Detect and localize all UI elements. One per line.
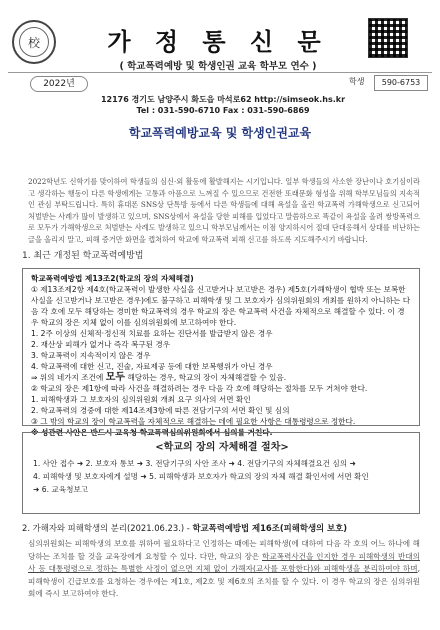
section-2-prefix: 2. 가해자와 피해학생의 분리(2021.06.23.) -	[22, 523, 193, 533]
section-2-text-a: 심의위원회는 피해학생의 보호를 위하여 필요하다고 인정하는 때에는 피해학생(에 대하여 다음 각 호의 어느 하나에 해당하는 조치를 할 것을 교육장에게 요청할 수 있다. 다만, 학교의 장은	[28, 539, 420, 561]
seal-text: 校	[19, 27, 49, 57]
law-item-3: 3. 학교폭력이 지속적이지 않은 경우	[31, 351, 151, 360]
law-clause-2-item-2: 2. 학교폭력의 경중에 대한 제14조제3항에 따른 전담기구의 서면 확인 및 심의	[31, 406, 290, 415]
section-2-text-underlined: 학교폭력사건을 인지한 경우 피해학생의 반대의사 등 대통령령으로 정하는 특별한 사정이 없으면 지체 없이 가해자(교사를 포함한다)와 피해학생을 분리하여야 하며	[28, 551, 420, 573]
procedure-title: <학교의 장의 자체해결 절차>	[155, 442, 289, 453]
school-address	[78, 94, 368, 116]
headline: 학교폭력예방교육 및 학생인권교육	[128, 126, 312, 140]
issue-number: 590-6753	[374, 75, 428, 91]
law-clause-2-item-1: 1. 피해학생과 그 보호자의 심의위원회 개최 요구 의사의 서면 확인	[31, 395, 251, 404]
section-2-text-c: , 피해학생이 긴급보호를 요청하는 경우에는 제1호, 제2호 및 제6호의 조치를 할 수 있다. 이 경우 학교의 장은 심의위원회에 즉시 보고하여야 한다.	[28, 564, 420, 598]
section-2-heading	[22, 522, 432, 534]
law-summary-c: 해당하는 경우, 학교의 장이 자체해결할 수 있음.	[125, 373, 287, 382]
law-clause-1: ① 제13조제2항 제4호(학교폭력이 발생한 사실을 신고받거나 보고받은 경우) 제5호(가해학생이 협박 또는 보복한 사실을 신고받거나 보고받은 경우)에도 불구하고 피해학생 및 그 보호자가 심의위원회의 개최를 원하지 아니하는 다음 각 호에 모두 해당하는 경미한 학교폭력의 경우 학교의 장은 학교폭력 사건을 자체적으로 해결할 수 있다. 이 경우 학교의 장은 지체 없이 이를 심의위원회에 보고하여야 한다.	[31, 285, 411, 327]
section-2-law-ref: 학교폭력예방법 제16조(피해학생의 보호)	[192, 523, 348, 533]
address-line-1: 12176 경기도 남양주시 화도읍 마석로62 http://simseok.hs.kr	[100, 95, 346, 104]
newsletter-title: 가 정 통 신 문	[107, 28, 329, 56]
year-badge: 2022년	[30, 76, 88, 92]
procedure-step-line-2: 4. 피해학생 및 보호자에게 설명 ➜ 5. 피해학생과 보호자가 학교의 장의 자체 해결 확인서에 서면 확인	[33, 472, 369, 481]
procedure-box	[22, 432, 420, 514]
law-summary	[31, 372, 411, 383]
law-summary-emphasis: 모두	[105, 372, 126, 383]
law-item-1: 1. 2주 이상의 신체적·정신적 치료를 요하는 진단서를 발급받지 않은 경우	[31, 329, 273, 338]
law-clause-3: ③ 그 밖의 학교의 장이 학교폭력을 자체적으로 해결하는 데에 필요한 사항은 대통령령으로 정한다.	[31, 417, 356, 426]
law-title: 학교폭력예방법 제13조2(학교의 장의 자체해결)	[31, 274, 194, 283]
law-clause-2: ② 학교의 장은 제1항에 따라 사건을 해결하려는 경우 다음 각 호에 해당하는 절차를 모두 거쳐야 한다.	[31, 384, 368, 393]
law-warning: ※ 성관련 사안은 반드시 교육청 학교폭력심의위원회에서 심의를 거친다.	[31, 428, 273, 437]
masthead	[8, 8, 432, 120]
intro-paragraph: 2022학년도 신학기를 맞이하여 학생들의 심신·외 활동에 활발해지는 시기입니다. 일부 학생들의 사소한 장난이나 호기심이라고 생각하는 행동이 다른 학생에게는 고통과 아픔으로 느껴질 수 있으므로 건전한 또래문화 형성을 위해 학부모님들의 지속적인 관심 부탁드립니다. 특히 휴대폰 SNS상 단톡방 등에서 다른 학생들에 대해 욕설을 올린 학교폭력 가해학생으로 신고되어 처벌받는 사례가 많이 발생하고 있으며, SNS상에서 욕설을 당한 피해를 입었다고 말씀하으로 똑같이 욕설을 올려 쌍방폭력으로 모두가 가해학생으로 처벌받는 사례도 발생하고 있으니 학부모님께서는 이점 양지하시어 절대 단대응해서 상대를 비난하는 글을 올리지 말고, 피해 증거만 화면을 캡쳐하여 학교에 학교폭력 피해 신고를 하도록 지도해주시기 바랍니다.	[28, 177, 420, 244]
newsletter-subtitle: ( 학교폭력예방 및 학생인권 교육 학부모 연수 )	[119, 61, 317, 72]
qr-code-icon	[368, 18, 408, 58]
law-item-2: 2. 재산상 피해가 없거나 즉각 복구된 경우	[31, 340, 171, 349]
issue-label: 학생	[349, 77, 365, 86]
section-2-paragraph	[28, 538, 420, 601]
meta-row	[8, 72, 432, 94]
school-seal-icon	[12, 20, 56, 64]
law-box	[22, 268, 420, 437]
address-line-2: Tel : 031-590-6710 Fax : 031-590-6869	[136, 106, 310, 115]
law-summary-a: ⇒ 위의 네가지 조건에	[31, 373, 106, 382]
procedure-step-line-3: ➜ 6. 교육청보고	[33, 485, 89, 494]
procedure-step-line-1: 1. 사안 접수 ➜ 2. 보호자 통보 ➜ 3. 전담기구의 사안 조사 ➜ 4. 전담기구의 자체해결요건 심의 ➜	[33, 459, 356, 468]
procedure-steps	[33, 457, 413, 496]
section-1-heading: 1. 최근 개정된 학교폭력예방법	[22, 251, 144, 261]
law-item-4: 4. 학교폭력에 대한 신고, 진술, 자료제공 등에 대한 보복행위가 아닌 경우	[31, 362, 273, 371]
